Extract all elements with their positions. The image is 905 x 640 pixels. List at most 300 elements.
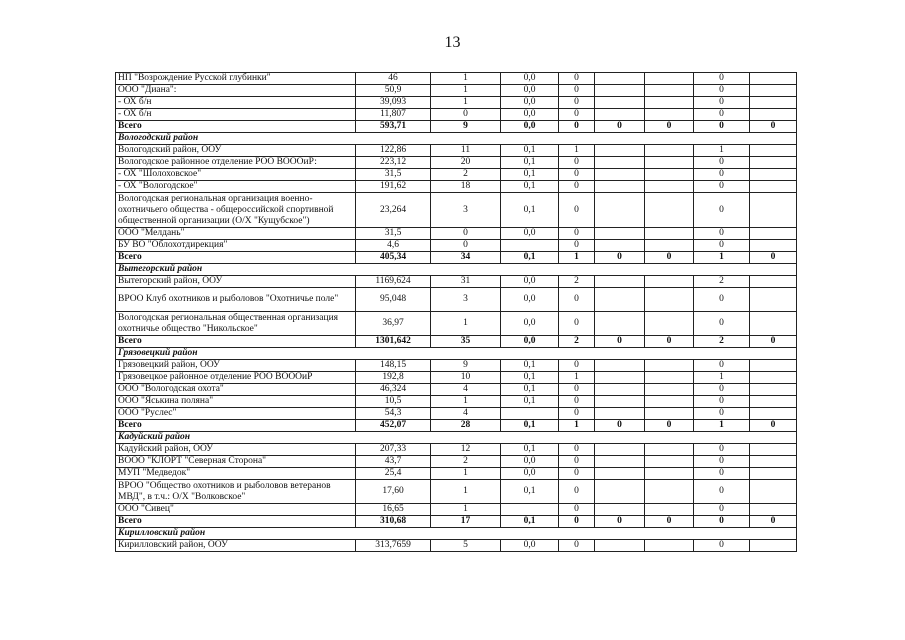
value-cell <box>750 456 797 468</box>
value-cell: 0 <box>559 240 595 252</box>
value-cell <box>501 504 559 516</box>
table-row <box>116 109 797 121</box>
value-cell: 0,0 <box>501 97 559 109</box>
table-row <box>116 504 797 516</box>
value-cell <box>750 169 797 181</box>
value-cell: 2 <box>694 276 750 288</box>
value-cell: 10 <box>431 372 501 384</box>
value-cell <box>595 504 645 516</box>
table-row <box>116 157 797 169</box>
value-cell <box>750 97 797 109</box>
total-row <box>116 516 797 528</box>
value-cell: 0 <box>750 420 797 432</box>
value-cell: 0,1 <box>501 480 559 504</box>
value-cell: 0 <box>559 181 595 193</box>
total-row <box>116 336 797 348</box>
value-cell <box>750 540 797 552</box>
value-cell <box>750 157 797 169</box>
value-cell: 2 <box>694 336 750 348</box>
value-cell <box>595 109 645 121</box>
value-cell <box>750 360 797 372</box>
total-row <box>116 121 797 133</box>
value-cell: 0 <box>694 384 750 396</box>
value-cell <box>750 109 797 121</box>
value-cell: 31 <box>431 276 501 288</box>
value-cell <box>750 444 797 456</box>
value-cell: 0 <box>694 157 750 169</box>
value-cell <box>595 312 645 336</box>
value-cell: 452,07 <box>356 420 431 432</box>
value-cell: 0 <box>694 504 750 516</box>
value-cell <box>595 276 645 288</box>
value-cell: 405,34 <box>356 252 431 264</box>
value-cell: 0 <box>694 468 750 480</box>
value-cell <box>595 408 645 420</box>
total-row <box>116 252 797 264</box>
value-cell: 1301,642 <box>356 336 431 348</box>
value-cell: 0 <box>559 169 595 181</box>
row-label-cell: ООО "Яськина поляна" <box>116 396 356 408</box>
value-cell: 0,1 <box>501 145 559 157</box>
value-cell: 0 <box>694 480 750 504</box>
value-cell: 0 <box>694 288 750 312</box>
value-cell: 0 <box>559 157 595 169</box>
value-cell <box>645 396 694 408</box>
value-cell: 1 <box>431 468 501 480</box>
value-cell <box>595 540 645 552</box>
row-label-cell: Грязовецкое районное отделение РОО ВОООиР <box>116 372 356 384</box>
row-label-cell: МУП "Медведок" <box>116 468 356 480</box>
value-cell: 0 <box>595 252 645 264</box>
value-cell: 0 <box>559 97 595 109</box>
district-header-row <box>116 432 797 444</box>
table-row <box>116 444 797 456</box>
table-row <box>116 181 797 193</box>
value-cell <box>750 396 797 408</box>
value-cell <box>750 384 797 396</box>
table-row <box>116 97 797 109</box>
value-cell: 0 <box>559 516 595 528</box>
value-cell: 4 <box>431 384 501 396</box>
value-cell <box>750 181 797 193</box>
value-cell <box>645 312 694 336</box>
table-row <box>116 276 797 288</box>
value-cell: 50,9 <box>356 85 431 97</box>
value-cell: 0 <box>694 181 750 193</box>
value-cell: 25,4 <box>356 468 431 480</box>
value-cell: 18 <box>431 181 501 193</box>
value-cell: 0 <box>694 121 750 133</box>
value-cell <box>645 504 694 516</box>
value-cell: 36,97 <box>356 312 431 336</box>
value-cell <box>645 480 694 504</box>
value-cell: 0,0 <box>501 85 559 97</box>
row-label-cell: Вологодское районное отделение РОО ВОООиР: <box>116 157 356 169</box>
row-label-cell: - ОХ "Вологодское" <box>116 181 356 193</box>
row-label-cell: Вологодская региональная организация военно-охотничьего общества - общероссийской спортивной общественной организации (О/Х "Кущубское") <box>116 193 356 228</box>
value-cell: 4,6 <box>356 240 431 252</box>
value-cell <box>645 360 694 372</box>
value-cell: 0 <box>595 336 645 348</box>
value-cell: 0 <box>694 456 750 468</box>
value-cell: 0 <box>694 97 750 109</box>
value-cell: 0,0 <box>501 73 559 85</box>
value-cell <box>645 384 694 396</box>
value-cell: 9 <box>431 121 501 133</box>
row-label-cell: Всего <box>116 252 356 264</box>
value-cell: 0 <box>559 504 595 516</box>
value-cell <box>750 228 797 240</box>
value-cell: 9 <box>431 360 501 372</box>
value-cell: 0,0 <box>501 276 559 288</box>
value-cell <box>595 372 645 384</box>
value-cell <box>750 408 797 420</box>
value-cell: 0 <box>750 516 797 528</box>
value-cell <box>750 240 797 252</box>
value-cell <box>645 169 694 181</box>
row-label-cell: ВРОО Клуб охотников и рыболовов "Охотничье поле" <box>116 288 356 312</box>
value-cell: 0 <box>694 444 750 456</box>
value-cell: 0 <box>694 540 750 552</box>
value-cell: 0 <box>431 240 501 252</box>
value-cell: 0 <box>694 516 750 528</box>
value-cell: 0 <box>645 252 694 264</box>
value-cell: 192,8 <box>356 372 431 384</box>
value-cell: 0,1 <box>501 516 559 528</box>
value-cell: 207,33 <box>356 444 431 456</box>
value-cell: 0,1 <box>501 396 559 408</box>
row-label-cell: Вологодский район, ООУ <box>116 145 356 157</box>
value-cell: 54,3 <box>356 408 431 420</box>
value-cell: 10,5 <box>356 396 431 408</box>
value-cell: 0,1 <box>501 444 559 456</box>
value-cell: 0 <box>559 73 595 85</box>
value-cell <box>645 181 694 193</box>
value-cell: 2 <box>431 456 501 468</box>
value-cell: 2 <box>559 336 595 348</box>
district-title: Вытегорский район <box>116 264 797 276</box>
value-cell: 0,1 <box>501 193 559 228</box>
value-cell: 1 <box>694 145 750 157</box>
value-cell: 1 <box>694 372 750 384</box>
value-cell: 1 <box>694 420 750 432</box>
value-cell <box>645 85 694 97</box>
value-cell <box>595 468 645 480</box>
value-cell: 0,0 <box>501 121 559 133</box>
value-cell: 0 <box>595 420 645 432</box>
value-cell: 23,264 <box>356 193 431 228</box>
value-cell <box>645 73 694 85</box>
table-row <box>116 384 797 396</box>
table-row <box>116 312 797 336</box>
value-cell: 0 <box>694 193 750 228</box>
value-cell: 0,1 <box>501 181 559 193</box>
total-row <box>116 420 797 432</box>
value-cell: 0 <box>559 85 595 97</box>
value-cell: 0 <box>559 456 595 468</box>
value-cell: 1 <box>559 252 595 264</box>
table-row <box>116 540 797 552</box>
value-cell: 0 <box>559 408 595 420</box>
value-cell: 5 <box>431 540 501 552</box>
value-cell <box>645 444 694 456</box>
value-cell <box>645 228 694 240</box>
row-label-cell: - ОХ "Шолоховское" <box>116 169 356 181</box>
value-cell <box>645 240 694 252</box>
value-cell: 148,15 <box>356 360 431 372</box>
value-cell: 17,60 <box>356 480 431 504</box>
value-cell: 0 <box>595 121 645 133</box>
value-cell: 0 <box>694 73 750 85</box>
value-cell: 0 <box>559 444 595 456</box>
row-label-cell: Всего <box>116 336 356 348</box>
value-cell: 0,1 <box>501 420 559 432</box>
table-row <box>116 228 797 240</box>
table-row <box>116 85 797 97</box>
value-cell: 0 <box>645 516 694 528</box>
value-cell: 313,7659 <box>356 540 431 552</box>
value-cell <box>750 85 797 97</box>
value-cell <box>750 288 797 312</box>
value-cell: 0,0 <box>501 456 559 468</box>
value-cell <box>595 360 645 372</box>
value-cell: 34 <box>431 252 501 264</box>
value-cell: 0 <box>750 336 797 348</box>
value-cell <box>595 456 645 468</box>
value-cell: 0,1 <box>501 372 559 384</box>
value-cell: 0 <box>559 121 595 133</box>
table-row <box>116 145 797 157</box>
table-row <box>116 372 797 384</box>
table-row <box>116 468 797 480</box>
row-label-cell: Всего <box>116 516 356 528</box>
row-label-cell: НП "Возрождение Русской глубинки" <box>116 73 356 85</box>
table-row <box>116 169 797 181</box>
value-cell: 1169,624 <box>356 276 431 288</box>
value-cell <box>595 193 645 228</box>
row-label-cell: Вологодская региональная общественная организация охотничье общество "Никольское" <box>116 312 356 336</box>
value-cell: 11 <box>431 145 501 157</box>
value-cell <box>645 276 694 288</box>
district-header-row <box>116 528 797 540</box>
value-cell: 0 <box>559 228 595 240</box>
value-cell: 0,0 <box>501 288 559 312</box>
value-cell: 0,0 <box>501 468 559 480</box>
value-cell <box>750 468 797 480</box>
value-cell: 46,324 <box>356 384 431 396</box>
value-cell <box>595 480 645 504</box>
value-cell <box>645 145 694 157</box>
table-row <box>116 288 797 312</box>
row-label-cell: ООО "Руслес" <box>116 408 356 420</box>
value-cell: 0 <box>694 360 750 372</box>
value-cell: 0 <box>559 312 595 336</box>
value-cell: 31,5 <box>356 228 431 240</box>
row-label-cell: ООО "Мелдань" <box>116 228 356 240</box>
value-cell: 0 <box>645 420 694 432</box>
row-label-cell: - ОХ б/н <box>116 97 356 109</box>
district-title: Грязовецкий район <box>116 348 797 360</box>
value-cell: 0,1 <box>501 252 559 264</box>
value-cell <box>750 504 797 516</box>
table-row <box>116 456 797 468</box>
value-cell <box>595 85 645 97</box>
value-cell: 43,7 <box>356 456 431 468</box>
value-cell: 0,1 <box>501 169 559 181</box>
value-cell: 593,71 <box>356 121 431 133</box>
value-cell <box>501 240 559 252</box>
value-cell <box>595 181 645 193</box>
value-cell: 0 <box>559 468 595 480</box>
value-cell: 0 <box>559 396 595 408</box>
value-cell <box>750 312 797 336</box>
value-cell: 0 <box>750 121 797 133</box>
value-cell: 4 <box>431 408 501 420</box>
value-cell: 28 <box>431 420 501 432</box>
value-cell: 310,68 <box>356 516 431 528</box>
value-cell: 20 <box>431 157 501 169</box>
value-cell: 0 <box>431 228 501 240</box>
page-number: 13 <box>444 34 461 51</box>
row-label-cell: Кадуйский район, ООУ <box>116 444 356 456</box>
value-cell <box>750 276 797 288</box>
value-cell: 0 <box>559 540 595 552</box>
value-cell: 0 <box>694 85 750 97</box>
value-cell <box>645 408 694 420</box>
value-cell <box>645 372 694 384</box>
value-cell: 2 <box>431 169 501 181</box>
value-cell: 0,0 <box>501 540 559 552</box>
value-cell: 191,62 <box>356 181 431 193</box>
value-cell <box>645 109 694 121</box>
value-cell: 0 <box>559 360 595 372</box>
value-cell <box>595 228 645 240</box>
value-cell: 0 <box>694 312 750 336</box>
value-cell: 1 <box>694 252 750 264</box>
value-cell <box>595 157 645 169</box>
value-cell: 1 <box>559 372 595 384</box>
value-cell: 0 <box>694 408 750 420</box>
row-label-cell: ВРОО "Общество охотников и рыболовов ветеранов МВД", в т.ч.: О/Х "Волковское" <box>116 480 356 504</box>
value-cell <box>750 73 797 85</box>
value-cell: 0 <box>750 252 797 264</box>
district-header-row <box>116 264 797 276</box>
value-cell: 0 <box>559 109 595 121</box>
value-cell <box>645 456 694 468</box>
value-cell: 35 <box>431 336 501 348</box>
value-cell <box>595 145 645 157</box>
value-cell <box>595 396 645 408</box>
district-title: Вологодский район <box>116 133 797 145</box>
value-cell: 16,65 <box>356 504 431 516</box>
value-cell: 0,0 <box>501 109 559 121</box>
value-cell <box>645 97 694 109</box>
value-cell: 1 <box>431 396 501 408</box>
value-cell <box>750 193 797 228</box>
statistics-table <box>115 72 797 552</box>
table-row <box>116 480 797 504</box>
value-cell: 1 <box>559 145 595 157</box>
value-cell: 0,1 <box>501 360 559 372</box>
value-cell <box>595 384 645 396</box>
value-cell: 122,86 <box>356 145 431 157</box>
value-cell: 1 <box>431 73 501 85</box>
value-cell <box>645 540 694 552</box>
value-cell: 0,0 <box>501 336 559 348</box>
value-cell: 0 <box>431 109 501 121</box>
value-cell: 0 <box>694 396 750 408</box>
value-cell <box>645 468 694 480</box>
row-label-cell: Вытегорский район, ООУ <box>116 276 356 288</box>
value-cell: 0,1 <box>501 157 559 169</box>
value-cell: 17 <box>431 516 501 528</box>
district-title: Кирилловский район <box>116 528 797 540</box>
value-cell: 1 <box>431 480 501 504</box>
value-cell: 0 <box>559 384 595 396</box>
value-cell: 3 <box>431 193 501 228</box>
value-cell: 1 <box>431 97 501 109</box>
value-cell: 0 <box>694 109 750 121</box>
value-cell: 0 <box>559 288 595 312</box>
value-cell: 1 <box>559 420 595 432</box>
row-label-cell: ООО "Вологодская охота" <box>116 384 356 396</box>
value-cell: 0 <box>694 240 750 252</box>
table-row <box>116 408 797 420</box>
row-label-cell: Всего <box>116 420 356 432</box>
value-cell: 31,5 <box>356 169 431 181</box>
value-cell: 12 <box>431 444 501 456</box>
value-cell <box>595 288 645 312</box>
value-cell: 0,0 <box>501 312 559 336</box>
value-cell: 3 <box>431 288 501 312</box>
district-header-row <box>116 133 797 145</box>
value-cell: 2 <box>559 276 595 288</box>
row-label-cell: ВООО "КЛОРТ "Северная Сторона" <box>116 456 356 468</box>
value-cell: 0,1 <box>501 384 559 396</box>
value-cell <box>595 97 645 109</box>
value-cell: 0 <box>694 169 750 181</box>
value-cell <box>645 288 694 312</box>
value-cell: 0 <box>645 336 694 348</box>
district-header-row <box>116 348 797 360</box>
table-row <box>116 73 797 85</box>
value-cell <box>595 240 645 252</box>
value-cell <box>595 444 645 456</box>
value-cell <box>750 480 797 504</box>
table-row <box>116 360 797 372</box>
value-cell: 0 <box>559 480 595 504</box>
value-cell <box>750 145 797 157</box>
value-cell: 1 <box>431 504 501 516</box>
value-cell: 0 <box>595 516 645 528</box>
value-cell <box>595 73 645 85</box>
table-row <box>116 193 797 228</box>
value-cell: 39,093 <box>356 97 431 109</box>
value-cell <box>645 157 694 169</box>
table-row <box>116 240 797 252</box>
value-cell: 11,807 <box>356 109 431 121</box>
value-cell: 0 <box>645 121 694 133</box>
value-cell: 95,048 <box>356 288 431 312</box>
row-label-cell: Всего <box>116 121 356 133</box>
value-cell: 46 <box>356 73 431 85</box>
value-cell <box>645 193 694 228</box>
value-cell: 0,0 <box>501 228 559 240</box>
value-cell: 0 <box>694 228 750 240</box>
district-title: Кадуйский район <box>116 432 797 444</box>
value-cell <box>501 408 559 420</box>
row-label-cell: Кирилловский район, ООУ <box>116 540 356 552</box>
